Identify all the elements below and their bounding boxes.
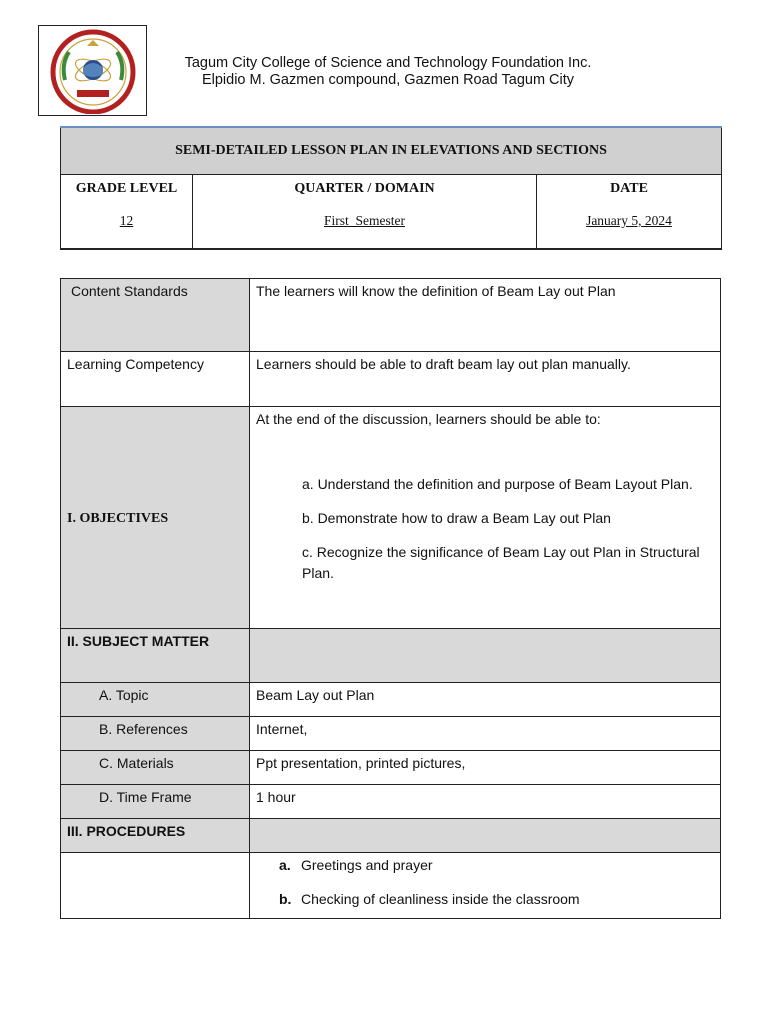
procedures-blank-cell <box>61 853 250 919</box>
table-row <box>61 853 721 919</box>
time-frame-value: 1 hour <box>250 785 721 819</box>
procedure-text: Greetings and prayer <box>301 857 433 873</box>
lesson-title: SEMI-DETAILED LESSON PLAN IN ELEVATIONS AND SECTIONS <box>61 127 722 175</box>
table-row <box>61 785 721 819</box>
topic-label: A. Topic <box>61 683 250 717</box>
date-label: DATE <box>610 181 648 196</box>
quarter-value: First Semester <box>324 213 405 228</box>
materials-label: C. Materials <box>61 751 250 785</box>
school-address: Elpidio M. Gazmen compound, Gazmen Road Tagum City <box>201 72 575 88</box>
procedure-item <box>256 889 714 910</box>
procedure-item <box>256 855 714 876</box>
table-row <box>61 819 721 853</box>
objectives-label: I. OBJECTIVES <box>61 407 250 629</box>
topic-value: Beam Lay out Plan <box>250 683 721 717</box>
table-row <box>61 717 721 751</box>
date-cell <box>537 175 722 250</box>
table-row <box>61 683 721 717</box>
table-row <box>61 352 721 407</box>
quarter-cell <box>193 175 537 250</box>
table-row <box>61 751 721 785</box>
subject-matter-label: II. SUBJECT MATTER <box>61 629 250 683</box>
procedure-marker: a. <box>279 857 291 873</box>
grade-level-label: GRADE LEVEL <box>75 181 178 196</box>
materials-value: Ppt presentation, printed pictures, <box>250 751 721 785</box>
objective-item: a. Understand the definition and purpose of Beam Layout Plan. <box>302 476 693 492</box>
subject-matter-value <box>250 629 721 683</box>
school-seal-icon <box>47 28 139 114</box>
references-label: B. References <box>61 717 250 751</box>
time-frame-label: D. Time Frame <box>61 785 250 819</box>
lesson-plan-table <box>60 278 721 919</box>
objectives-cell <box>250 407 721 629</box>
procedures-cell <box>250 853 721 919</box>
procedures-list <box>256 855 714 910</box>
grade-level-value: 12 <box>119 213 134 228</box>
procedure-text: Checking of cleanliness inside the classroom <box>301 891 580 907</box>
objectives-list <box>256 474 714 584</box>
objectives-intro: At the end of the discussion, learners should be able to: <box>256 411 601 427</box>
date-value: January 5, 2024 <box>586 213 672 228</box>
quarter-label: QUARTER / DOMAIN <box>294 181 435 196</box>
learning-competency-label: Learning Competency <box>61 352 250 407</box>
learning-competency-value: Learners should be able to draft beam lay out plan manually. <box>250 352 721 407</box>
school-info <box>160 55 616 89</box>
table-row <box>61 407 721 629</box>
procedures-header-value <box>250 819 721 853</box>
grade-level-cell <box>61 175 193 250</box>
procedure-marker: b. <box>279 891 292 907</box>
table-row <box>61 279 721 352</box>
objective-item: b. Demonstrate how to draw a Beam Lay out Plan <box>302 510 611 526</box>
references-value: Internet, <box>250 717 721 751</box>
content-standards-value: The learners will know the definition of Beam Lay out Plan <box>250 279 721 352</box>
logo-frame <box>38 25 147 116</box>
school-name: Tagum City College of Science and Technology Foundation Inc. <box>184 55 592 71</box>
table-row <box>61 629 721 683</box>
procedures-label: III. PROCEDURES <box>61 819 250 853</box>
content-standards-label: Content Standards <box>61 279 250 352</box>
objective-item: c. Recognize the significance of Beam Lay out Plan in Structural Plan. <box>302 544 700 581</box>
lesson-header-table <box>60 126 722 250</box>
